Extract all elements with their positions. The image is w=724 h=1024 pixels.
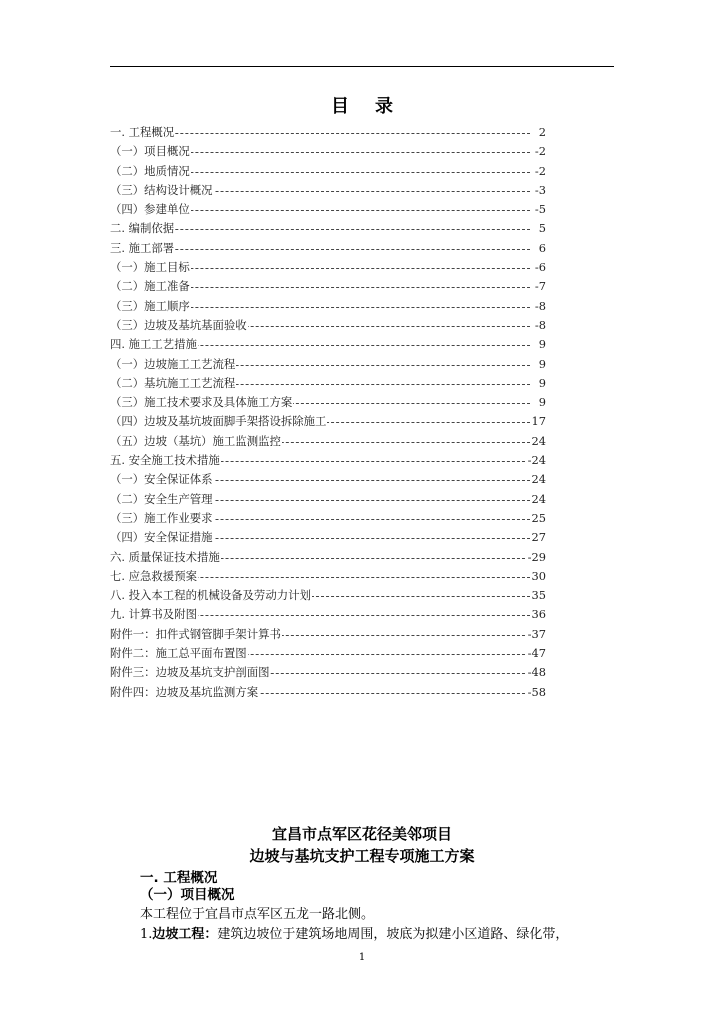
toc-entry[interactable] <box>110 683 546 702</box>
toc-entry-label: （三）结构设计概况 <box>110 182 213 197</box>
toc-entry-page: 9 <box>537 393 546 412</box>
toc-title <box>0 92 724 118</box>
toc-entry[interactable] <box>110 644 546 663</box>
toc-entry[interactable] <box>110 470 546 489</box>
toc-entry-page: -5 <box>533 200 546 219</box>
toc-entry-label: 附件三：边坡及基坑支护剖面图 <box>110 665 270 680</box>
toc-entry-label: 五. 安全施工技术措施 <box>110 453 220 468</box>
toc-entry[interactable] <box>110 277 546 296</box>
toc-entry-page: -37 <box>526 625 546 644</box>
toc-entry-page: -2 <box>533 162 546 181</box>
toc-entry-page: -24 <box>526 451 546 470</box>
toc-entry[interactable] <box>110 239 546 258</box>
toc-entry-label: （三）施工顺序 <box>110 298 190 313</box>
toc-title-right: 录 <box>375 96 393 117</box>
toc-entry-label: （二）基坑施工工艺流程 <box>110 375 236 390</box>
toc-entry[interactable] <box>110 605 546 624</box>
toc-entry-label: 附件四：边坡及基坑监测方案 <box>110 684 259 699</box>
toc-title-left: 目 <box>331 96 349 117</box>
toc-entry-label: 二. 编制依据 <box>110 221 175 236</box>
toc-entry-label: 三. 施工部署 <box>110 240 175 255</box>
toc-entry[interactable] <box>110 142 546 161</box>
toc-entry-page: -6 <box>533 258 546 277</box>
toc-entry-label: （三）施工作业要求 <box>110 510 213 525</box>
toc-entry-label: 一. 工程概况 <box>110 125 175 139</box>
section-heading: 一. 工程概况 <box>140 870 218 886</box>
toc-entry[interactable] <box>110 663 546 682</box>
toc-entry[interactable] <box>110 586 546 605</box>
toc-entry[interactable] <box>110 393 546 412</box>
subsection-heading: （一）项目概况 <box>140 887 235 903</box>
toc-entry[interactable] <box>110 162 546 181</box>
toc-entry-page: 9 <box>537 355 546 374</box>
toc-entry[interactable] <box>110 451 546 470</box>
toc-entry[interactable] <box>110 335 546 354</box>
toc-entry-page: 35 <box>530 586 547 605</box>
toc-entry-page: 36 <box>530 605 547 624</box>
toc-entry-label: 四. 施工工艺措施 <box>110 337 197 352</box>
toc-entry[interactable] <box>110 355 546 374</box>
toc-entry-label: （一）安全保证体系 <box>110 472 213 487</box>
toc-entry-page: 5 <box>537 219 546 238</box>
toc-entry[interactable] <box>110 567 546 586</box>
paragraph-number: 1. <box>140 927 153 942</box>
toc-entry-page: 24 <box>530 470 547 489</box>
toc-entry-label: （二）施工准备 <box>110 279 190 294</box>
toc-entry[interactable] <box>110 528 546 547</box>
toc-entry[interactable] <box>110 509 546 528</box>
toc-entry-label: （四）参建单位 <box>110 202 190 217</box>
toc-entry[interactable] <box>110 490 546 509</box>
toc-entry-label: （二）安全生产管理 <box>110 491 213 506</box>
toc-entry-label: （四）安全保证措施 <box>110 530 213 545</box>
toc-entry-page: -2 <box>533 142 546 161</box>
header-rule <box>110 66 614 67</box>
toc-entry-page: 27 <box>530 528 547 547</box>
toc-entry[interactable] <box>110 412 546 431</box>
toc-entry[interactable] <box>110 297 546 316</box>
document-title-line2: 边坡与基坑支护工程专项施工方案 <box>249 847 475 865</box>
paragraph-slope <box>140 923 568 942</box>
page-number: 1 <box>358 952 366 963</box>
toc-entry-label: （四）边坡及基坑坡面脚手架搭设拆除施工 <box>110 414 327 429</box>
toc-entry[interactable] <box>110 219 546 238</box>
toc-entry-page: -47 <box>526 644 546 663</box>
table-of-contents <box>110 123 546 702</box>
toc-entry-label: （三）边坡及基坑基面验收 <box>110 317 247 332</box>
toc-entry[interactable] <box>110 625 546 644</box>
toc-entry-label: 七. 应急救援预案 <box>110 568 197 583</box>
paragraph-text: 建筑边坡位于建筑场地周围，坡底为拟建小区道路、绿化带， <box>217 927 569 942</box>
toc-entry-label: 附件二：施工总平面布置图 <box>110 646 247 661</box>
toc-entry[interactable] <box>110 316 546 335</box>
toc-entry-page: -48 <box>526 663 546 682</box>
toc-entry-label: （一）施工目标 <box>110 260 190 275</box>
toc-entry-page: 17 <box>530 412 547 431</box>
toc-entry-label: 九. 计算书及附图 <box>110 607 197 622</box>
toc-entry-page: -29 <box>526 548 546 567</box>
toc-entry-label: （二）地质情况 <box>110 163 190 178</box>
toc-entry-label: （一）项目概况 <box>110 144 190 159</box>
toc-entry[interactable] <box>110 374 546 393</box>
toc-entry-label: （三）施工技术要求及具体施工方案 <box>110 395 293 410</box>
toc-entry-label: 六. 质量保证技术措施 <box>110 549 220 564</box>
toc-entry-page: 24 <box>530 490 547 509</box>
paragraph-bold-term: 边坡工程： <box>152 927 218 942</box>
toc-entry[interactable] <box>110 200 546 219</box>
toc-entry-label: （一）边坡施工工艺流程 <box>110 356 236 371</box>
document-title-line1: 宜昌市点军区花径美邻项目 <box>271 825 452 843</box>
toc-entry[interactable] <box>110 258 546 277</box>
paragraph-location: 本工程位于宜昌市点军区五龙一路北侧。 <box>140 907 375 922</box>
toc-entry-page: 30 <box>530 567 547 586</box>
toc-entry[interactable] <box>110 123 546 142</box>
toc-entry-page: 24 <box>530 432 547 451</box>
toc-entry-label: 八. 投入本工程的机械设备及劳动力计划 <box>110 588 311 603</box>
toc-entry-label: 附件一：扣件式钢管脚手架计算书 <box>110 626 281 641</box>
toc-entry-page: -8 <box>533 297 546 316</box>
toc-entry[interactable] <box>110 548 546 567</box>
toc-entry-page: -8 <box>533 316 546 335</box>
toc-entry[interactable] <box>110 432 546 451</box>
toc-entry-page: -7 <box>533 277 546 296</box>
toc-entry-page: -58 <box>526 683 546 702</box>
toc-entry[interactable] <box>110 181 546 200</box>
toc-entry-page: 9 <box>537 335 546 354</box>
toc-entry-page: 2 <box>537 123 546 142</box>
toc-entry-page: -3 <box>533 181 546 200</box>
toc-entry-page: 25 <box>530 509 547 528</box>
toc-entry-page: 6 <box>537 239 546 258</box>
toc-entry-page: 9 <box>537 374 546 393</box>
toc-entry-label: （五）边坡（基坑）施工监测监控 <box>110 433 281 448</box>
